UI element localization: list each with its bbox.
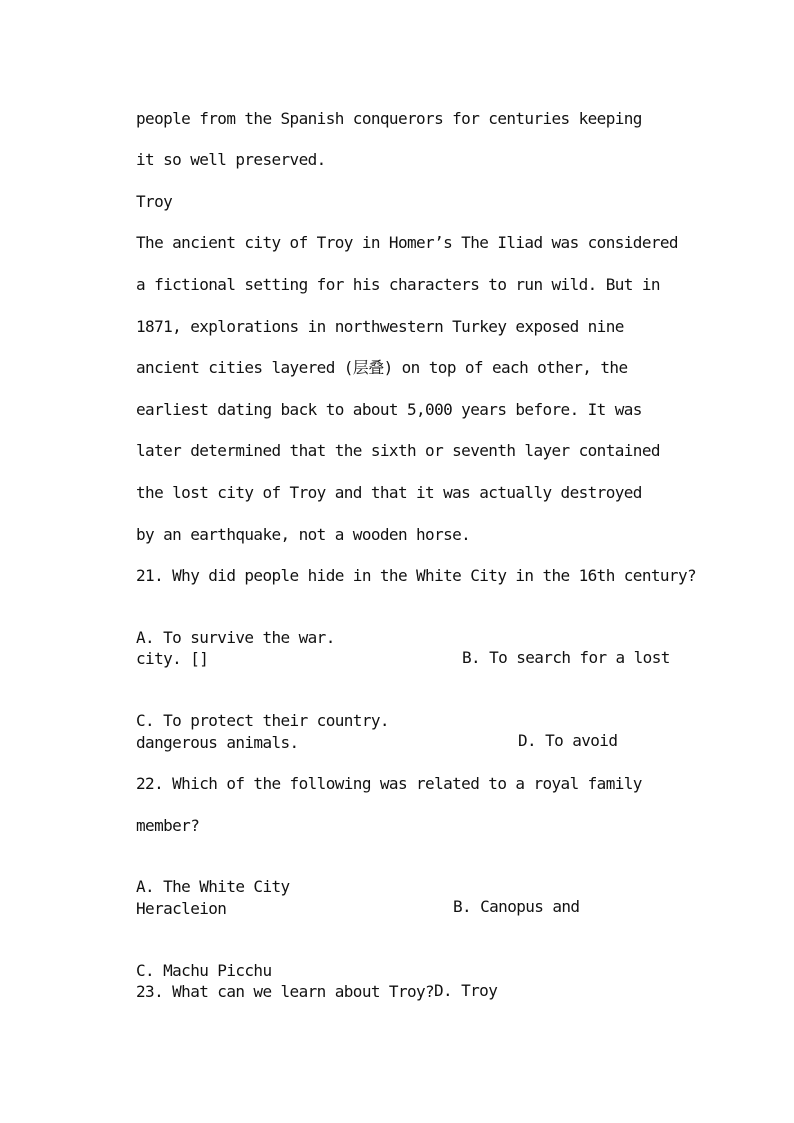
passage-line: it so well preserved. — [136, 150, 326, 169]
q21-options-row2 — [136, 691, 696, 771]
passage-line: earliest dating back to about 5,000 years before. It was — [136, 400, 642, 419]
passage-line: the lost city of Troy and that it was actually destroyed — [136, 483, 642, 502]
q21-option-d: D. To avoid — [518, 731, 618, 750]
q21-option-b-cont: city. [] — [136, 649, 209, 668]
question-23: 23. What can we learn about Troy? — [136, 982, 435, 1001]
passage-line: by an earthquake, not a wooden horse. — [136, 525, 471, 544]
passage-line: people from the Spanish conquerors for centuries keeping — [136, 109, 642, 128]
q21-option-c: C. To protect their country. — [136, 711, 389, 730]
q21-options-row1 — [136, 608, 696, 688]
passage-line: later determined that the sixth or seventh layer contained — [136, 441, 660, 460]
q22-options-row1 — [136, 857, 696, 937]
passage-line: The ancient city of Troy in Homer’s The Iliad was considered — [136, 233, 678, 252]
section-heading: Troy — [136, 192, 173, 211]
q22-option-b: B. Canopus and — [453, 897, 580, 916]
passage-line: ancient cities layered (层叠) on top of each other, the — [136, 358, 628, 377]
q22-options-row2 — [136, 941, 696, 1021]
passage-line: 1871, explorations in northwestern Turkey exposed nine — [136, 317, 624, 336]
q21-option-d-cont: dangerous animals. — [136, 733, 299, 752]
passage-line: a fictional setting for his characters to run wild. But in — [136, 275, 660, 294]
q21-option-a: A. To survive the war. — [136, 628, 335, 647]
question-21: 21. Why did people hide in the White City in the 16th century? — [136, 566, 697, 585]
q22-option-b-cont: Heracleion — [136, 899, 227, 918]
q22-option-c: C. Machu Picchu — [136, 961, 272, 980]
question-22: 22. Which of the following was related to a royal family — [136, 774, 642, 793]
question-22-cont: member? — [136, 816, 200, 835]
q22-option-d: D. Troy — [434, 981, 498, 1000]
q21-option-b: B. To search for a lost — [462, 648, 670, 667]
q22-option-a: A. The White City — [136, 877, 290, 896]
